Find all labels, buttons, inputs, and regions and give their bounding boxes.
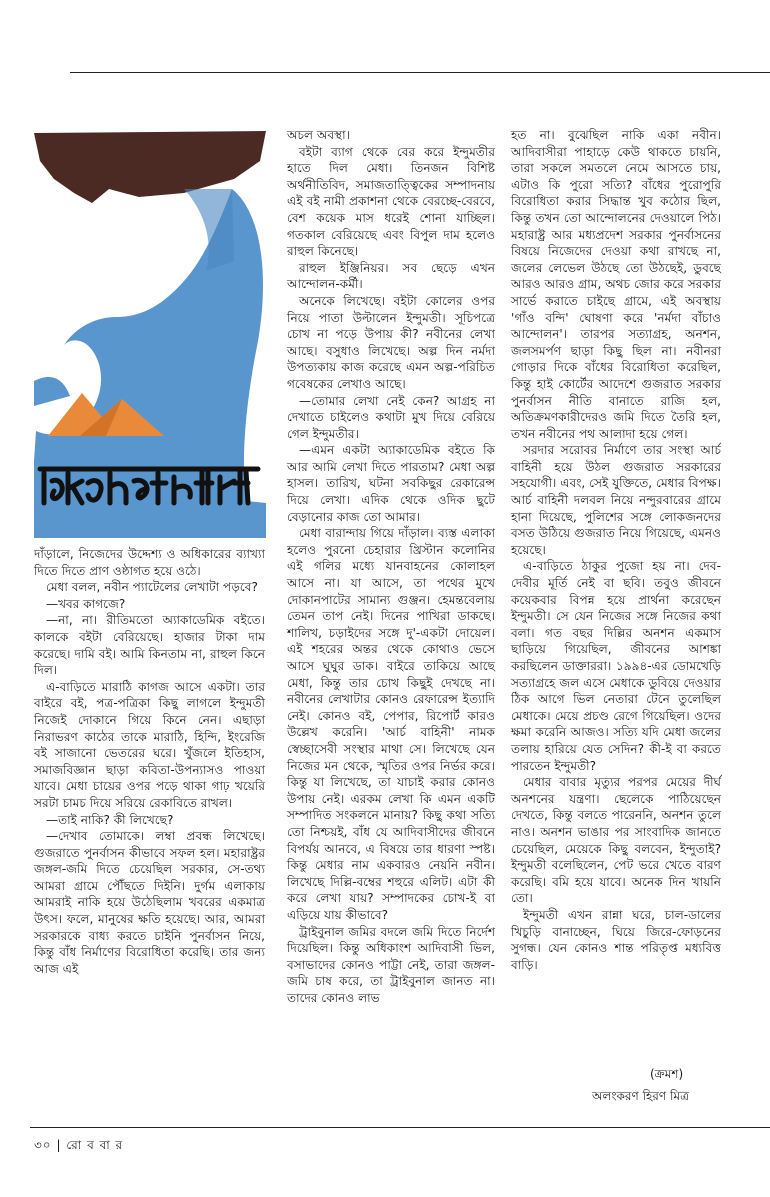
paragraph: ট্রাইবুনাল জমির বদলে জমি দিতে নির্দেশ দিয়েছিল। কিন্তু অধিকাংশ আদিবাসী ভিল, বসাভাদের কোনও পাট্টা নেই, তারা জঙ্গল-জমি চাষ করে, তা ট্রাইবুনাল জানত না। তাদের কোনও লাভ [287, 924, 495, 1005]
paragraph: সরদার সরোবর নির্মাণে তার সংস্থা আর্চ বাহিনী হয়ে উঠল গুজরাত সরকারের সহযোগী। এবং, সেই যুক্তিতে, মেধার বিপক্ষ। আর্চ বাহিনী দলবল নিয়ে নন্দুরবারের গ্রামে হানা দিয়েছে, পুলিশের সঙ্গে লোকজনদের বসত উঠিয়ে গুজরাত নিয়ে গিয়েছে, এমনও হয়েছে। [511, 443, 721, 557]
illustration [34, 131, 266, 538]
paragraph: মেধা বারান্দায় গিয়ে দাঁড়াল। ব্যস্ত এলাকা হলেও পুরনো চেহারার খ্রিস্টান কলোনির এই গলির মধ্যে যানবাহনের কোলাহল আসে না। যা আসে, তা পথের মুখে দোকানপাটের সামান্য গুঞ্জন। হেমন্তবেলায় তেমন তাপ নেই। দিনের পাখিরা ডাকছে। শালিখ, চড়াইদের সঙ্গে দু'-একটা দোয়েল। এই শহরের অন্তর থেকে কোথাও ভেসে আসে ঘুঘুর ডাক। বাইরে তাকিয়ে আছে মেধা, কিন্তু তার চোখ কিছুই দেখছে না। নবীনের লেখাটার কোনও রেফারেন্স ইত্যাদি নেই। কোনও বই, পেপার, রিপোর্ট কারও উল্লেখ করেনি। 'আর্চ বাহিনী' নামক স্বেচ্ছাসেবী সংস্থার মাথা সে। লিখেছে যেন নিজের মন থেকে, স্মৃতির ওপর নির্ভর করে। কিন্তু যা লিখেছে, তা যাচাই করার কোনও উপায় নেই। এরকম লেখা কি এমন একটি সম্পাদিত সংকলনে মানায়? কিছু কথা সত্যি তো নিশ্চয়ই, বাঁধ যে আদিবাসীদের জীবনে বিপর্যয় আনবে, এ বিষয়ে তার ধারণা স্পষ্ট। কিন্তু মেধার নাম একবারও নেয়নি নবীন। লিখেছে দিল্লি-বম্বের শহুরে এলিট। এটা কী করে লেখা যায়? সম্পাদকের চোখ-ই বা এড়িয়ে যায় কীভাবে? [287, 526, 495, 922]
paragraph: বইটা ব্যাগ থেকে বের করে ইন্দুমতীর হাতে দিল মেধা। তিনজন বিশিষ্ট অর্থনীতিবিদ, সমাজতাত্ত্বিকের সম্পাদনায় এই বই নামী প্রকাশনা থেকে বেরচ্ছে-বেরবে, বেশ কয়েক মাস ধরেই শোনা যাচ্ছিল। গতকাল বেরিয়েছে এবং বিপুল দাম হলেও রাহুল কিনেছে। [287, 144, 495, 259]
paragraph: —খবর কাগজে? [46, 596, 126, 611]
article-column-3 [511, 127, 721, 973]
paragraph: দাঁড়ালে, নিজেদের উদ্দেশ্য ও অধিকারের ব্যাখ্যা দিতে দিতে প্রাণ ওষ্ঠাগত হয়ে ওঠে। [34, 547, 265, 578]
paragraph: হত না। বুঝেছিল নাকি একা নবীন। আদিবাসীরা পাহাড়ে কেউ থাকতে চায়নি, তারা সকলে সমতলে নেমে আসতে চায়, এটাও কি পুরো সত্যি? বাঁধের পুরোপুরি বিরোধিতা করার সিদ্ধান্ত খুব কঠোর ছিল, কিন্তু তখন তো আন্দোলনের দেওয়ালে পিঠ। মহারাষ্ট্র আর মধ্যপ্রদেশ সরকার পুনর্বাসনের বিষয়ে নিজেদের দেওয়া কথা রাখছে না, জলের লেভেল উঠছে তো উঠছেই, ডুবছে আরও আরও গ্রাম, অথচ জোর করে সরকার সার্ভে করাতে চাইছে গ্রামে, এই অবস্থায় 'গাঁও বন্দি' ঘোষণা করে 'নর্মদা বাঁচাও আন্দোলন'। তারপর সত্যাগ্রহ, অনশন, জলসমর্পণ ছাড়া কিছু ছিল না। নবীনরা গোড়ার দিকে বাঁধের বিরোধিতা করেছিল, কিন্তু হাই কোর্টের আদেশে গুজরাত সরকার পুনর্বাসন নীতি বানাতে রাজি হল, অতিক্রমণকারীদেরও জমি দিতে তৈরি হল, তখন নবীনের পথ আলাদা হয়ে গেল। [511, 128, 721, 441]
paragraph: অচল অবস্থা। [287, 128, 350, 142]
paragraph: ইন্দুমতী এখন রান্না ঘরে, চাল-ডালের খিচুড়ি বানাচ্ছেন, ঘিয়ে জিরে-ফোড়নের সুগন্ধ। যেন কোনও শান্ত পরিতৃপ্ত মধ্যবিত্ত বাড়ি। [511, 907, 721, 972]
paragraph: —দেখাব তোমাকে। লম্বা প্রবন্ধ লিখেছে। গুজরাতে পুনর্বাসন কীভাবে সফল হল। মহারাষ্ট্রর জঙ্গল-জমি দিতে চেয়েছিল সরকার, সে-তথ্য আমরা গ্রামে পৌঁছতে দিইনি। দুর্গম এলাকায় আমরাই নাকি হয়ে উঠেছিলাম খবরের একমাত্র উৎস। ফলে, মানুষের ক্ষতি হয়েছে। আর, আমরা সরকারকে বাধ্য করতে চাইনি পুনর্বাসন নিয়ে, কিন্তু বাঁধ নির্মাণের বিরোধিতা করেছি। তার জন্য আজ এই [34, 829, 265, 976]
paragraph: রাহুল ইঞ্জিনিয়র। সব ছেড়ে এখন আন্দোলন-কর্মী। [287, 260, 495, 292]
paragraph: —তাই নাকি? কী লিখেছে? [46, 812, 174, 827]
top-rule [70, 72, 770, 73]
magazine-name: রো ব বা র [66, 1138, 124, 1152]
paragraph: —এমন একটা অ্যাকাডেমিক বইতে কি আর আমি লেখা দিতে পারতাম? মেধা অল্প হাসল। তারিখ, ঘটনা সবকিছুর রেকারেন্স দিয়ে লেখা। এদিক থেকে ওদিক ছুটে বেড়ানোর কাজ তো আমার। [287, 443, 495, 524]
article-column-1 [34, 546, 265, 977]
article-column-2 [287, 127, 495, 1006]
bottom-rule [30, 1127, 770, 1128]
paragraph: —না, না। রীতিমতো অ্যাকাডেমিক বইতে। কালকে বইটা বেরিয়েছে। হাজার টাকা দাম করেছে। দামি বই। আমি কিনতাম না, রাহুল কিনে দিল। [34, 613, 265, 678]
paragraph: মেধা বলল, নবীন প্যাটেলের লেখাটা পড়বে? [46, 580, 258, 595]
page-footer [34, 1137, 123, 1157]
paragraph: মেধার বাবার মৃত্যুর পরপর মেয়ের দীর্ঘ অনশনের যন্ত্রণা। ছেলেকে পাঠিয়েছেন দেখতে, কিন্তু বলতে পারেননি, অনশন তুলে নাও। অনশন ভাঙার পর সাংবাদিক জানতে চেয়েছিল, মেয়েকে কিছু বলবেন, ইন্দুতাই? ইন্দুমতী বলেছিলেন, পেট ভরে খেতে বারণ করেছি। বমি হয়ে যাবে। অনেক দিন খায়নি তো। [511, 775, 721, 906]
paragraph: এ-বাড়িতে মারাঠি কাগজ আসে একটা। তার বাইরে বই, পত্র-পত্রিকা কিছু লাগলে ইন্দুমতী নিজেই দোকানে গিয়ে কিনে নেন। এছাড়া নিরাভরণ কাঠের তাকে মারাঠি, হিন্দি, ইংরেজি বই সাজানো ভেতরের ঘরে। খুঁজলে ইতিহাস, সমাজবিজ্ঞান ছাড়া কবিতা-উপন্যাসও পাওয়া যাবে। মেধা চায়ের ওপর পড়ে থাকা গাঢ় খয়েরি সরটা চামচ দিয়ে সরিয়ে রেকাবিতে রাখল। [34, 679, 265, 810]
series-note: (ক্রমশ) [650, 1067, 684, 1081]
illustration-credit: অলংকরণ হিরণ মিত্র [592, 1089, 689, 1103]
paragraph: এ-বাড়িতে ঠাকুর পুজো হয় না। দেব-দেবীর মূর্তি নেই বা ছবি। তবুও জীবনে কয়েকবার বিপন্ন হয়ে প্রার্থনা করেছেন ইন্দুমতী। সে যেন নিজের সঙ্গে নিজের কথা বলা। গত বছর দিল্লির অনশন একমাস ছাড়িয়ে গিয়েছিল, জীবনের আশঙ্কা করছিলেন ডাক্তাররা। ১৯৯৪-এর ডোমখেড়ি সত্যাগ্রহে জল এসে মেধাকে ডুবিয়ে দেওয়ার ঠিক আগে ভিল নেতারা টেনে তুলেছিল মেধাকে। মেয়ে প্রচণ্ড রেগে গিয়েছিল। ওদের ক্ষমা করেনি আজও। সত্যি যদি মেধা জলের তলায় হারিয়ে যেত সেদিন? কী-ই বা করতে পারতেন ইন্দুমতী? [511, 559, 721, 773]
page-number: ৩০ [34, 1138, 52, 1152]
footer-separator: | [56, 1138, 62, 1152]
paragraph: —তোমার লেখা নেই কেন? আগ্রহ না দেখাতে চাইলেও কথাটা মুখ দিয়ে বেরিয়ে গেল ইন্দুমতীর। [287, 393, 495, 441]
paragraph: অনেকে লিখেছে। বইটা কোলের ওপর নিয়ে পাতা উল্টালেন ইন্দুমতী। সূচিপত্রে চোখ না পড়ে উপায় কী? নবীনের লেখা আছে। বসুধাও লিখেছে। অল্প দিন নর্মদা উপত্যকায় কাজ করেছে এমন অল্প-পরিচিত গবেষকের লেখাও আছে। [287, 293, 495, 391]
